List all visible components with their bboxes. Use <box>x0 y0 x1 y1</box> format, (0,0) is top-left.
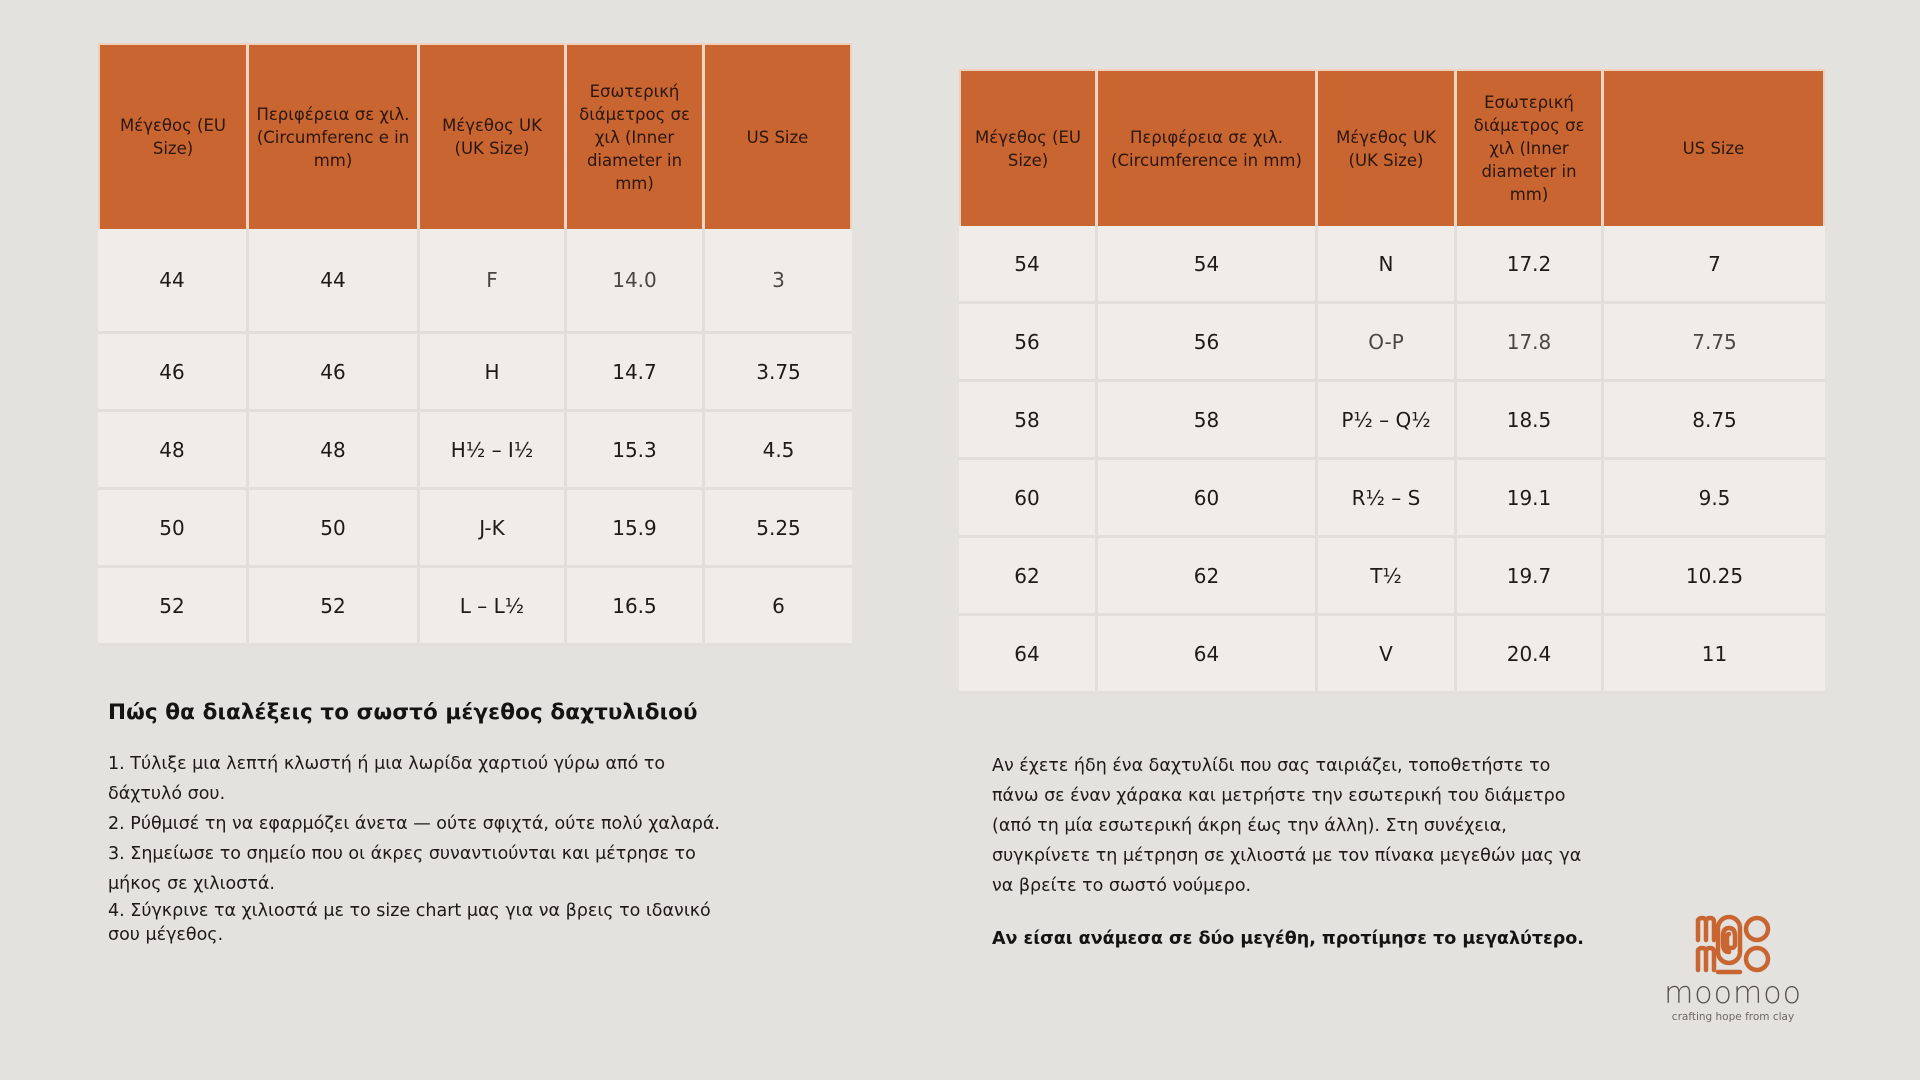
cell-inner-diameter: 15.3 <box>567 412 705 490</box>
cell-us-size: 7 <box>1604 226 1825 304</box>
cell-us-size: 11 <box>1604 616 1825 694</box>
cell-inner-diameter: 17.8 <box>1457 304 1604 382</box>
cell-uk-size: R½ – S <box>1318 460 1457 538</box>
brand-tagline: crafting hope from clay <box>1671 1011 1795 1023</box>
cell-eu-size: 48 <box>98 412 249 490</box>
header-uk-size: Μέγεθος UK (UK Size) <box>420 43 567 229</box>
table-row <box>959 538 1825 616</box>
cell-us-size: 5.25 <box>705 490 852 568</box>
how-to-steps <box>108 749 728 947</box>
cell-eu-size: 50 <box>98 490 249 568</box>
cell-us-size: 7.75 <box>1604 304 1825 382</box>
brand-logo <box>1648 914 1818 1024</box>
cell-circumference: 54 <box>1098 226 1318 304</box>
header-us-size: US Size <box>705 43 852 229</box>
size-table-large <box>959 69 1825 694</box>
cell-circumference: 48 <box>249 412 420 490</box>
cell-uk-size: H½ – I½ <box>420 412 567 490</box>
table-row <box>959 304 1825 382</box>
cell-circumference: 56 <box>1098 304 1318 382</box>
cell-circumference: 44 <box>249 229 420 334</box>
cell-eu-size: 58 <box>959 382 1098 460</box>
size-table-small <box>98 43 852 646</box>
header-eu-size: Μέγεθος (EU Size) <box>98 43 249 229</box>
header-eu-size: Μέγεθος (EU Size) <box>959 69 1098 226</box>
moomoo-logo-mark-icon <box>1694 914 1772 976</box>
header-inner-diameter: Εσωτερική διάμετρος σε χιλ (Inner diameter in mm) <box>1457 69 1604 226</box>
cell-us-size: 9.5 <box>1604 460 1825 538</box>
cell-circumference: 62 <box>1098 538 1318 616</box>
cell-eu-size: 62 <box>959 538 1098 616</box>
cell-uk-size: O-P <box>1318 304 1457 382</box>
table-header-row <box>959 69 1825 226</box>
table-row <box>98 568 852 646</box>
table-row <box>98 229 852 334</box>
cell-eu-size: 60 <box>959 460 1098 538</box>
cell-circumference: 52 <box>249 568 420 646</box>
cell-uk-size: L – L½ <box>420 568 567 646</box>
cell-eu-size: 46 <box>98 334 249 412</box>
cell-uk-size: V <box>1318 616 1457 694</box>
cell-circumference: 50 <box>249 490 420 568</box>
cell-inner-diameter: 19.7 <box>1457 538 1604 616</box>
cell-inner-diameter: 14.7 <box>567 334 705 412</box>
cell-circumference: 64 <box>1098 616 1318 694</box>
cell-circumference: 46 <box>249 334 420 412</box>
cell-us-size: 3 <box>705 229 852 334</box>
cell-circumference: 60 <box>1098 460 1318 538</box>
table-row <box>98 412 852 490</box>
how-to-measure-section <box>108 700 728 947</box>
cell-circumference: 58 <box>1098 382 1318 460</box>
header-circumference: Περιφέρεια σε χιλ. (Circumference in mm) <box>1098 69 1318 226</box>
header-us-size: US Size <box>1604 69 1825 226</box>
brand-name: moomoo <box>1664 976 1802 1011</box>
cell-uk-size: F <box>420 229 567 334</box>
cell-uk-size: T½ <box>1318 538 1457 616</box>
cell-us-size: 4.5 <box>705 412 852 490</box>
step-item: 2. Ρύθμισέ τη να εφαρμόζει άνετα — ούτε σφιχτά, ούτε πολύ χαλαρά. <box>108 814 720 834</box>
cell-inner-diameter: 19.1 <box>1457 460 1604 538</box>
header-circumference: Περιφέρεια σε χιλ. (Circumferenc e in mm) <box>249 43 420 229</box>
cell-inner-diameter: 14.0 <box>567 229 705 334</box>
cell-inner-diameter: 15.9 <box>567 490 705 568</box>
step-item: 3. Σημείωσε το σημείο που οι άκρες συναντιούνται και μέτρησε το μήκος σε χιλιοστά. <box>108 844 696 894</box>
size-tip: Αν είσαι ανάμεσα σε δύο μεγέθη, προτίμησε το μεγαλύτερο. <box>992 929 1584 949</box>
table-header-row <box>98 43 852 229</box>
table-row <box>959 616 1825 694</box>
cell-eu-size: 64 <box>959 616 1098 694</box>
table-row <box>98 490 852 568</box>
cell-eu-size: 56 <box>959 304 1098 382</box>
cell-inner-diameter: 18.5 <box>1457 382 1604 460</box>
cell-uk-size: J-K <box>420 490 567 568</box>
cell-uk-size: H <box>420 334 567 412</box>
existing-ring-instructions: Αν έχετε ήδη ένα δαχτυλίδι που σας ταιριάζει, τοποθετήστε το πάνω σε έναν χάρακα και μετρήστε την εσωτερική του διάμετρο (από τη μία εσωτερική άκρη έως την άλλη). Στη συνέχεια, συγκρίνετε τη μέτρηση σε χιλιοστά με τον πίνακα μεγεθών μας γα να βρείτε το σωστό νούμερο. <box>992 756 1582 896</box>
cell-us-size: 8.75 <box>1604 382 1825 460</box>
cell-us-size: 3.75 <box>705 334 852 412</box>
cell-eu-size: 52 <box>98 568 249 646</box>
cell-us-size: 10.25 <box>1604 538 1825 616</box>
header-inner-diameter: Εσωτερική διάμετρος σε χιλ (Inner diameter in mm) <box>567 43 705 229</box>
table-row <box>98 334 852 412</box>
how-to-title: Πώς θα διαλέξεις το σωστό μέγεθος δαχτυλιδιού <box>108 700 698 725</box>
cell-uk-size: P½ – Q½ <box>1318 382 1457 460</box>
table-row <box>959 382 1825 460</box>
table-row <box>959 226 1825 304</box>
cell-eu-size: 54 <box>959 226 1098 304</box>
step-item: 4. Σύγκρινε τα χιλιοστά με το size chart μας για να βρεις το ιδανικό σου μέγεθος. <box>108 901 711 945</box>
existing-ring-section <box>992 751 1592 949</box>
cell-inner-diameter: 17.2 <box>1457 226 1604 304</box>
step-item: 1. Τύλιξε μια λεπτή κλωστή ή μια λωρίδα χαρτιού γύρω από το δάχτυλό σου. <box>108 754 666 804</box>
cell-inner-diameter: 20.4 <box>1457 616 1604 694</box>
cell-inner-diameter: 16.5 <box>567 568 705 646</box>
header-uk-size: Μέγεθος UK (UK Size) <box>1318 69 1457 226</box>
cell-uk-size: N <box>1318 226 1457 304</box>
cell-us-size: 6 <box>705 568 852 646</box>
cell-eu-size: 44 <box>98 229 249 334</box>
table-row <box>959 460 1825 538</box>
